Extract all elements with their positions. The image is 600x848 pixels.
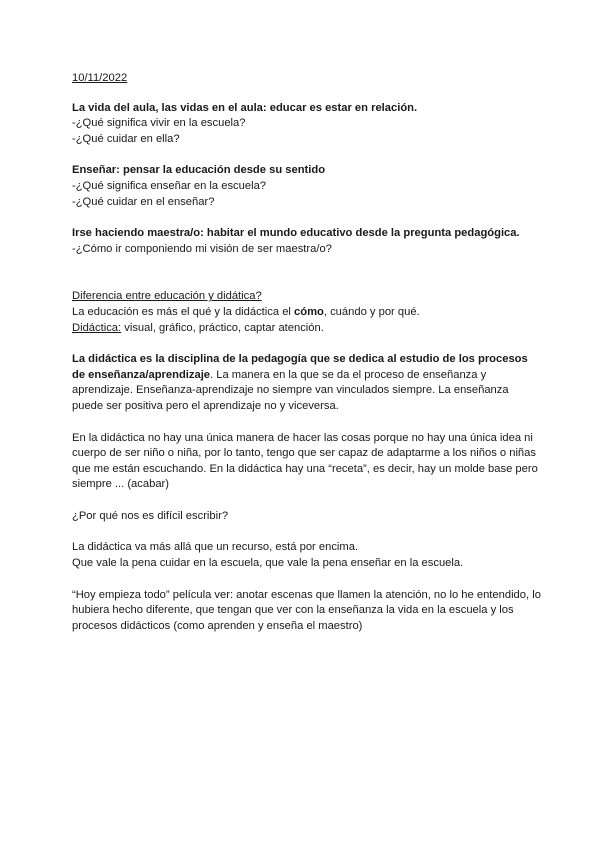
recurso-line: Que vale la pena cuidar en la escuela, que vale la pena enseñar en la escuela.: [72, 557, 464, 570]
recurso-line: La didáctica va más allá que un recurso, está por encima.: [72, 541, 359, 554]
section-heading: Enseñar: pensar la educación desde su sentido: [72, 164, 326, 177]
didactica-label: Didáctica:: [72, 321, 122, 334]
question-line: -¿Qué cuidar en ella?: [72, 132, 180, 145]
definicion-paragraph: [72, 352, 542, 414]
section-heading: La vida del aula, las vidas en el aula: educar es estar en relación.: [72, 101, 418, 114]
text-span: . La manera en la que se da el proceso de enseñanza y aprendizaje. Enseñanza-aprendizaje no siempre van vinculados siempre. La enseñanza puede ser positiva pero el aprendizaje no y viceversa.: [72, 368, 509, 412]
definicion-bold: La didáctica es la disciplina de la pedagogía que se dedica al estudio de los procesos de enseñanza/aprendizaje: [72, 353, 528, 381]
pelicula-paragraph: “Hoy empieza todo” película ver: anotar escenas que llamen la atención, no lo he entendido, lo hubiera hecho diferente, que tengan que ver con la enseñanza la vida en la escuela y los procesos didácticos (como aprenden y enseña el maestro): [72, 588, 541, 632]
date: 10/11/2022: [72, 72, 128, 84]
section-ensenar: [72, 163, 542, 210]
didactica-line: [72, 321, 542, 337]
recurso-block: [72, 540, 542, 571]
document-body: [72, 71, 542, 634]
section-vida-aula: [72, 101, 542, 148]
text-span: visual, gráfico, práctico, captar atención.: [121, 321, 324, 334]
text-span: La educación es más el qué y la didáctica el: [72, 305, 295, 318]
section-maestra: [72, 226, 542, 257]
question-line: -¿Qué significa enseñar en la escuela?: [72, 179, 267, 192]
question-line: -¿Qué significa vivir en la escuela?: [72, 117, 246, 130]
receta-paragraph: En la didáctica no hay una única manera de hacer las cosas porque no hay una única idea ni cuerpo de ser niño o niña, por lo tanto, tengo que ser capaz de adaptarme a los niños o niñas que me están escuchando. En la didáctica hay una “receta”, es decir, hay un molde base pero siempre ... (acabar): [72, 431, 538, 491]
text-span: , cuándo y por qué.: [323, 305, 420, 318]
diferencia-title: Diferencia entre educación y didática?: [72, 290, 262, 303]
question-escribir: ¿Por qué nos es difícil escribir?: [72, 509, 229, 522]
section-heading: Irse haciendo maestra/o: habitar el mundo educativo desde la pregunta pedagógica.: [72, 227, 520, 240]
question-line: -¿Cómo ir componiendo mi visión de ser maestra/o?: [72, 242, 332, 255]
question-line: -¿Qué cuidar en el enseñar?: [72, 195, 215, 208]
section-diferencia: [72, 289, 542, 336]
diferencia-line: [72, 305, 542, 321]
bold-word: cómo: [294, 305, 324, 318]
